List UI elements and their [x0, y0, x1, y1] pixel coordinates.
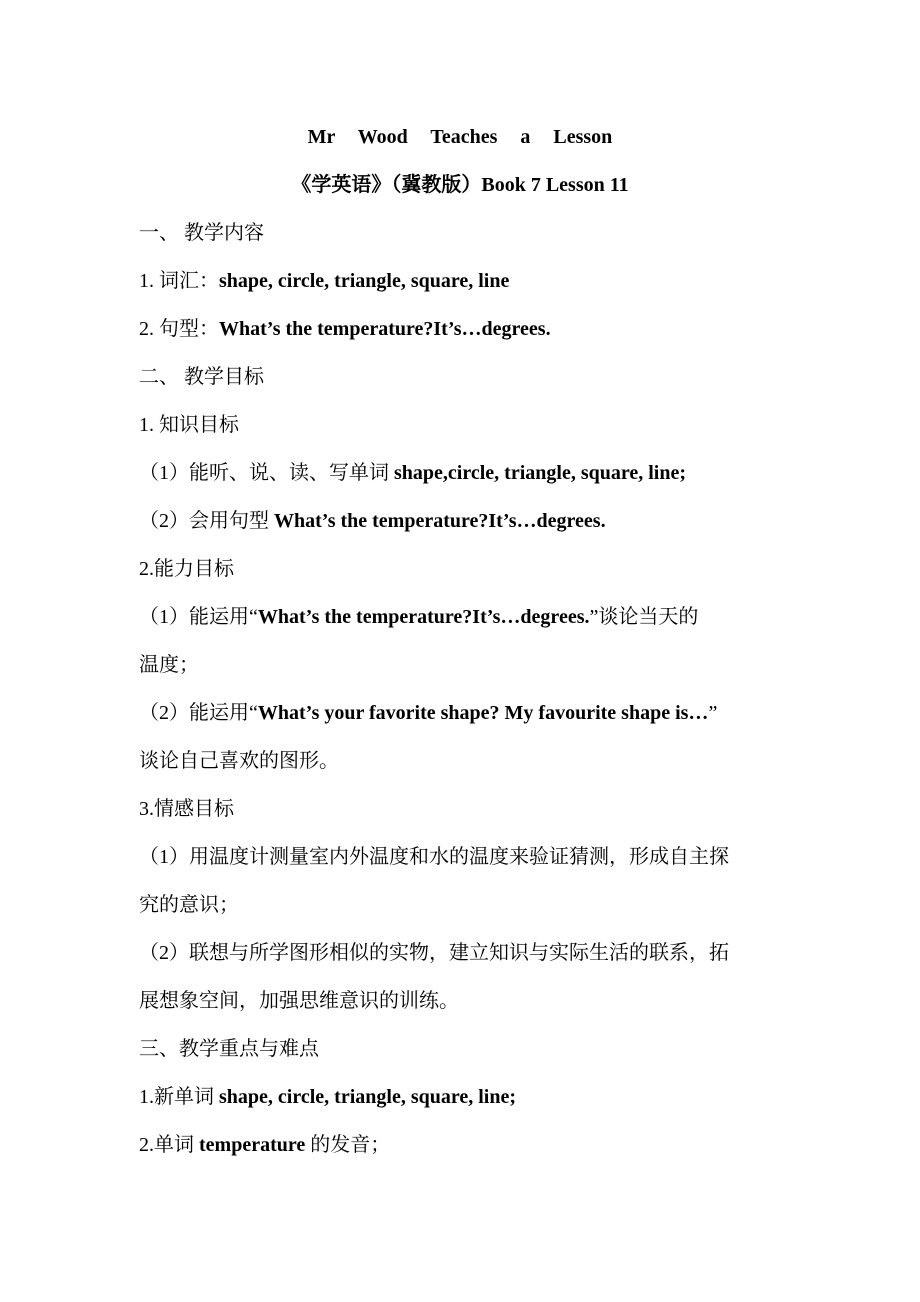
line-text: 展想象空间，加强思维意识的训练。 — [139, 990, 459, 1012]
line-label: 1. 词汇： — [139, 270, 219, 292]
sentence-pattern-line — [139, 316, 789, 342]
ability-goal-1 — [139, 604, 789, 630]
emotion-goal-heading — [139, 796, 789, 822]
knowledge-goal-2 — [139, 508, 789, 534]
emotion-goal-2-cont — [139, 988, 789, 1014]
ability-goal-heading — [139, 556, 789, 582]
line-label: （1）能听、说、读、写单词 — [139, 462, 394, 484]
line-text: 谈论自己喜欢的图形。 — [139, 750, 339, 772]
line-text: 二、 教学目标 — [139, 366, 264, 388]
emotion-goal-2 — [139, 940, 789, 966]
line-english: What’s your favorite shape? My favourite shape is… — [257, 702, 709, 724]
line-english: What’s the temperature?It’s…degrees. — [219, 318, 551, 340]
emotion-goal-1 — [139, 844, 789, 870]
key-point-1 — [139, 1084, 789, 1110]
section-heading-content — [139, 220, 789, 246]
line-english: shape, circle, triangle, square, line — [219, 270, 510, 292]
line-label: 1.新单词 — [139, 1086, 219, 1108]
line-text: （2）联想与所学图形相似的实物，建立知识与实际生活的联系，拓 — [139, 942, 729, 964]
emotion-goal-1-cont — [139, 892, 789, 918]
vocabulary-line — [139, 268, 789, 294]
line-english: What’s the temperature?It’s…degrees. — [257, 606, 590, 628]
line-english: shape, circle, triangle, square, line; — [219, 1086, 517, 1108]
line-tail: 的发音； — [305, 1134, 391, 1156]
line-label: 2. 句型： — [139, 318, 219, 340]
ability-goal-2-cont — [139, 748, 789, 774]
key-point-2 — [139, 1132, 789, 1158]
ability-goal-2 — [139, 700, 789, 726]
line-text: 2.能力目标 — [139, 558, 234, 580]
knowledge-goal-1 — [139, 460, 789, 486]
line-label: （1）能运用“ — [139, 606, 258, 628]
line-label: 2.单词 — [139, 1134, 199, 1156]
line-text: 温度； — [139, 654, 199, 676]
document-title: Mr Wood Teaches a Lesson — [307, 126, 613, 148]
section-heading-key-points — [139, 1036, 789, 1062]
line-text: 一、 教学内容 — [139, 222, 264, 244]
line-english: temperature — [199, 1134, 306, 1156]
line-text: （1）用温度计测量室内外温度和水的温度来验证猜测，形成自主探 — [139, 846, 729, 868]
line-label: （2）能运用“ — [139, 702, 258, 724]
line-text: 3.情感目标 — [139, 798, 234, 820]
line-label: （2）会用句型 — [139, 510, 274, 532]
line-tail: ” — [708, 702, 718, 724]
section-heading-goals — [139, 364, 789, 390]
line-english: What’s the temperature?It’s…degrees. — [274, 510, 606, 532]
ability-goal-1-cont — [139, 652, 789, 678]
line-tail: ”谈论当天的 — [589, 606, 699, 628]
line-text: 1. 知识目标 — [139, 414, 239, 436]
document-subtitle: 《学英语》（冀教版）Book 7 Lesson 11 — [291, 174, 629, 196]
line-text: 三、教学重点与难点 — [139, 1038, 319, 1060]
knowledge-goal-heading — [139, 412, 789, 438]
line-english: shape,circle, triangle, square, line; — [394, 462, 687, 484]
line-text: 究的意识； — [139, 894, 239, 916]
